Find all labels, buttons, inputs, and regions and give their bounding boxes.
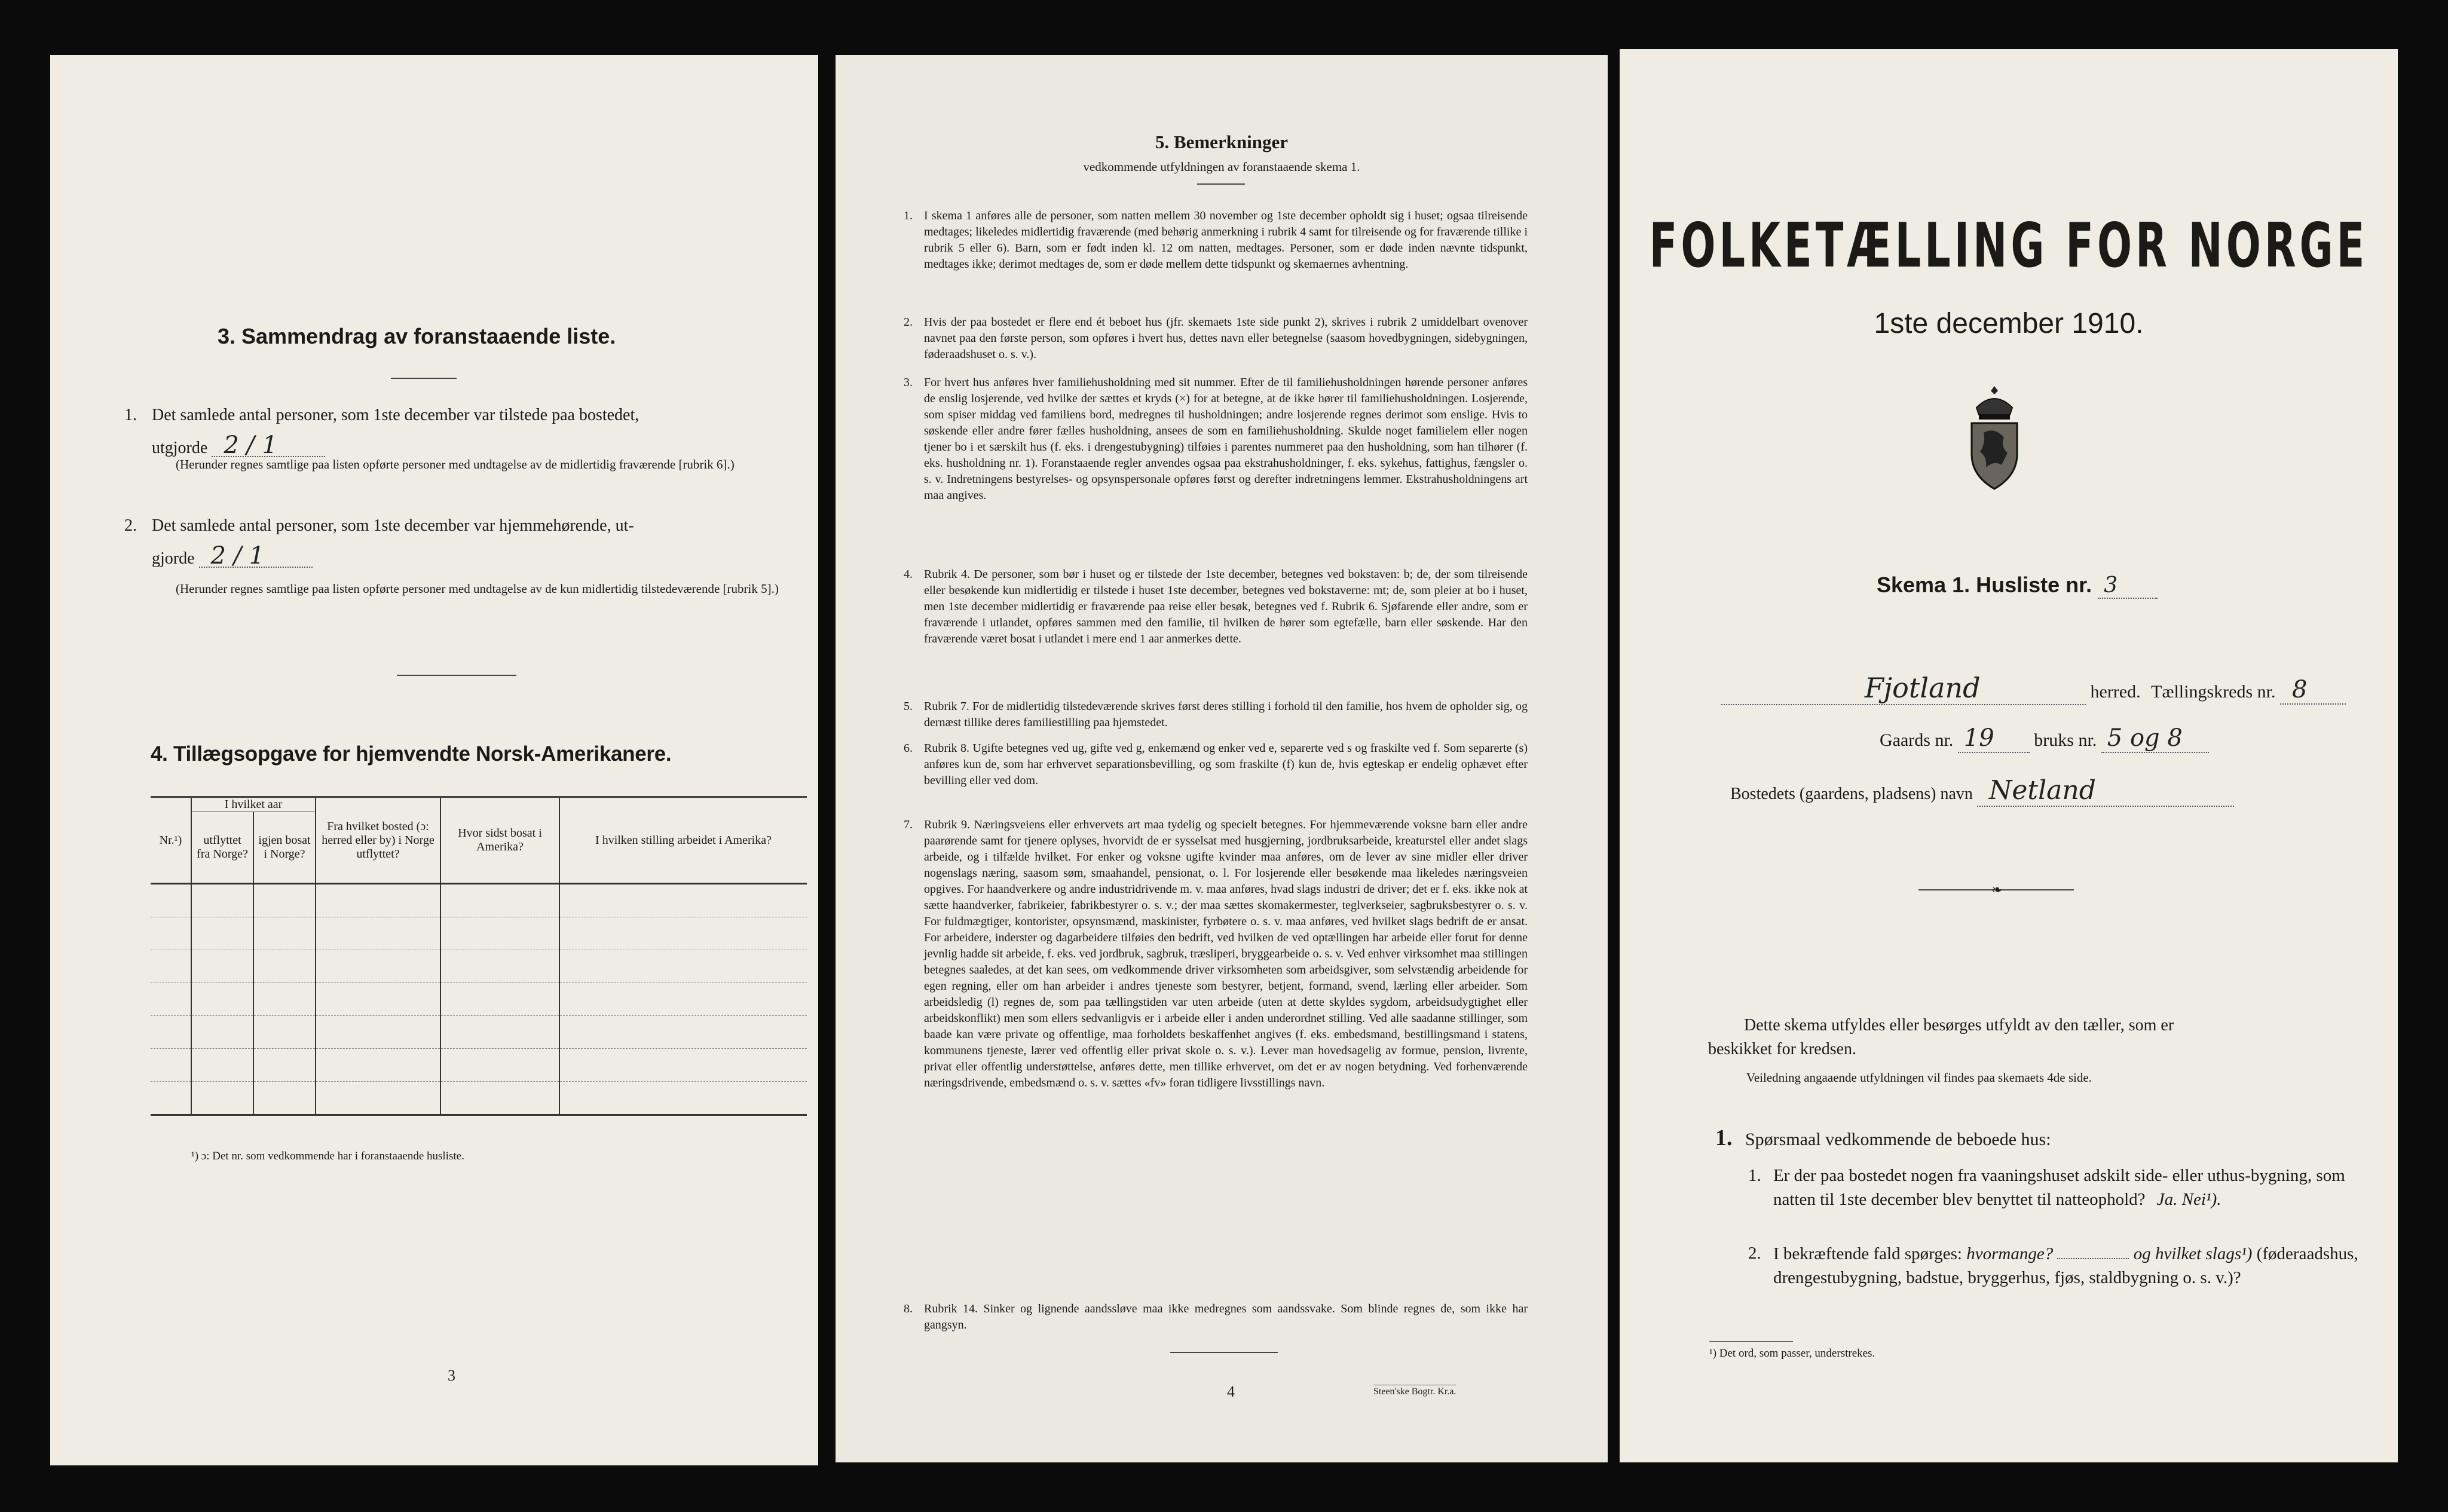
bruks-value[interactable]: 5 og 8 xyxy=(2101,724,2209,753)
col-group-year: I hvilket aar xyxy=(191,798,316,812)
divider xyxy=(397,675,516,676)
question-1-2-text: I bekræftende fald spørges: xyxy=(1773,1244,1962,1263)
table-row[interactable] xyxy=(151,1049,807,1082)
question-1-title: Spørsmaal vedkommende de beboede hus: xyxy=(1745,1130,2051,1149)
item-2-value[interactable]: 2 / 1 xyxy=(199,545,313,568)
schema-header xyxy=(1877,573,2158,599)
remarks-title: 5. Bemerkninger xyxy=(1155,131,1289,152)
herred-label: herred. xyxy=(2090,682,2141,702)
question-1-1-text: Er der paa bostedet nogen fra vaaningshuset adskilt side- eller uthus-bygning, som natten til 1ste december blev benyttet til natteophold? xyxy=(1773,1166,2345,1209)
page-4 xyxy=(836,55,1608,1462)
table-row[interactable] xyxy=(151,917,807,950)
gaards-label: Gaards nr. xyxy=(1880,730,1954,750)
question-number: 2. xyxy=(1748,1244,1761,1263)
question-1-2 xyxy=(1748,1241,2382,1290)
summary-item-1 xyxy=(124,405,785,459)
question-1-2-slags: og hvilket slags¹) xyxy=(2133,1244,2253,1263)
remark-8: 8. Rubrik 14. Sinker og lignende aandssløve maa ikke medregnes som aandssvake. Som blinde regnes de, som ikke har gangsyn. xyxy=(904,1302,1528,1332)
item-2-text: Det samlede antal personer, som 1ste december var hjemmehørende, ut- xyxy=(152,516,634,535)
item-1-label: utgjorde xyxy=(152,439,208,457)
page-1 xyxy=(1620,49,2398,1462)
item-2-label: gjorde xyxy=(152,549,195,568)
item-1-text: Det samlede antal personer, som 1ste december var tilstede paa bostedet, xyxy=(152,406,639,424)
intro-line-1: Dette skema utfyldes eller besørges utfyldt av den tæller, som er xyxy=(1744,1016,2174,1034)
intro-line-2: beskikket for kredsen. xyxy=(1708,1040,1857,1058)
bosted-label: Bostedets (gaardens, pladsens) navn xyxy=(1730,785,1973,803)
table-footnote: ¹) ɔ: Det nr. som vedkommende har i foranstaaende husliste. xyxy=(191,1150,464,1162)
census-date: 1ste december 1910. xyxy=(1874,308,2144,339)
remark-3: 3. For hvert hus anføres hver familiehusholdning med sit nummer. Efter de til familiehusholdningen hørende personer anføres de enslig losjerende, ved hvilke der sættes et kryds (×) for at betegne, at de ikke hører til familiehusholdningen. Losjerende, som spiser middag ved familiens bord, medregnes til husholdningen; andre losjerende regnes derimot som enslige. Hvis to søskende eller andre fører fælles husholdning, ansees de som en familiehusholdning. Skulde noget familielem eller nogen tjener bo i et særskilt hus (f. eks. i drengestubygning) tilføies i parentes nummeret paa den husholdning, som han tilhører (f. eks. husholdning nr. 1). Foranstaaende regler anvendes ogsaa paa ekstrahusholdninger, f. eks. sykehus, fattighus, fængsler o. s. v. Indretningens bestyrelses- og opsynspersonale opføres først og derefter indretningens lemmer. Ekstrahusholdningens art maa angives. xyxy=(904,376,1528,502)
table-row[interactable] xyxy=(151,950,807,983)
kreds-value[interactable]: 8 xyxy=(2280,676,2346,705)
ornament-icon: ❧ xyxy=(1991,882,2003,897)
herred-line xyxy=(1721,672,2379,705)
divider xyxy=(1197,183,1245,185)
gaards-value[interactable]: 19 xyxy=(1958,724,2030,753)
page-number: 3 xyxy=(448,1367,455,1384)
bosted-value[interactable]: Netland xyxy=(1977,775,2234,807)
item-number: 2. xyxy=(124,516,137,535)
item-number: 1. xyxy=(124,406,137,424)
question-1-2-count-field[interactable] xyxy=(2057,1241,2129,1259)
col-sidst: Hvor sidst bosat i Amerika? xyxy=(440,798,559,884)
section-4-title: 4. Tillægsopgave for hjemvendte Norsk-Amerikanere. xyxy=(151,742,672,766)
schema-label: Skema 1. Husliste nr. xyxy=(1877,573,2092,597)
remark-4: 4. Rubrik 4. De personer, som bør i huset og er tilstede der 1ste december, betegnes ved bokstaven: b; de, der som tilreisende eller besøkende kun midlertidig er tilstede i huset 1ste december, betegnes ved bokstaverne: mt; de, som pleier at bo i huset, men 1ste december midlertidig er fraværende paa reise eller besøk, betegnes ved f. Rubrik 6. Sjøfarende eller andre, som er fraværende i utlandet, opføres sammen med den familie, til hvilken de hører som egtefælle, barn eller søskende. Har den fraværende været bosat i utlandet i mere end 1 aar anmerkes dette. xyxy=(904,568,1528,645)
table-row[interactable] xyxy=(151,884,807,917)
divider xyxy=(1170,1352,1278,1353)
norsk-amerikanere-table xyxy=(151,798,807,1116)
summary-item-2 xyxy=(124,515,785,570)
table-row[interactable] xyxy=(151,1016,807,1049)
husliste-nr-value[interactable]: 3 xyxy=(2098,573,2158,599)
table-row[interactable] xyxy=(151,1082,807,1115)
divider xyxy=(1709,1341,1793,1342)
bosted-line xyxy=(1730,775,2234,807)
remark-6: 6. Rubrik 8. Ugifte betegnes ved ug, gifte ved g, enkemænd og enker ved e, separerte ved s og fraskilte ved f. Som separerte (s) anføres kun de, som har erhvervet separationsbevilling, og som fraskilte (f) kun de, hvis egteskap er endelig ophævet efter bevilling eller ved dom. xyxy=(904,742,1528,787)
remark-1: 1. I skema 1 anføres alle de personer, som natten mellem 30 november og 1ste december opholdt sig i huset; ogsaa tilreisende medtages; likeledes midlertidig fraværende (med behørig anmerkning i rubrik 4 samt for tilreisende og for fraværende tillike i rubrik 5 eller 6). Barn, som er født inden kl. 12 om natten, medtages. Personer, som er døde inden nævnte tidspunkt, medtages ikke; derimot medtages de, som er døde mellem dette tidspunkt og skemaernes avhentning. xyxy=(904,209,1528,271)
kreds-label: Tællingskreds nr. xyxy=(2151,682,2276,702)
remark-2: 2. Hvis der paa bostedet er flere end ét beboet hus (jfr. skemaets 1ste side punkt 2), skrives i rubrik 2 umiddelbart ovenover navnet paa den første person, som opføres i hvert hus, dettes navn eller betegnelse (saasom hovedbygningen, sidebygningen, føderaadshuset o. s. v.). xyxy=(904,316,1528,361)
question-1-1-answer[interactable]: Ja. Nei¹). xyxy=(2156,1190,2221,1209)
divider xyxy=(391,378,457,379)
norway-coat-of-arms-icon xyxy=(1963,384,2026,491)
footnote: ¹) Det ord, som passer, understrekes. xyxy=(1709,1347,1875,1360)
bruks-label: bruks nr. xyxy=(2034,730,2097,750)
remarks-subtitle: vedkommende utfyldningen av foranstaaende skema 1. xyxy=(1083,160,1360,174)
question-1-heading xyxy=(1715,1125,2051,1151)
item-1-value[interactable]: 2 / 1 xyxy=(212,434,325,457)
census-title: FOLKETÆLLING FOR NORGE xyxy=(1649,209,2369,281)
remark-5: 5. Rubrik 7. For de midlertidig tilstedeværende skrives først deres stilling i forhold til den familie, hos hvem de opholder sig, og dernæst tillike deres familiestilling paa hjemstedet. xyxy=(904,700,1528,729)
remark-7: 7. Rubrik 9. Næringsveiens eller erhvervets art maa tydelig og specielt betegnes. For hjemmeværende voksne barn eller andre paarørende samt for tjenere oplyses, hvorvidt de er sysselsat med husgjerning, jordbruksarbeide, kreaturstel eller andet slags arbeide, og i tilfælde hvilket. For enker og voksne ugifte kvinder maa anføres, om de lever av sine midler eller driver nogenslags næring, saasom søm, smaahandel, pensionat, o. l. For losjerende eller besøkende maa likeledes næringsveien opgives. For haandverkere og andre industridrivende m. v. maa anføres, hvad slags industri de driver; det er f. eks. ikke nok at sætte haandverker, fabrikeier, fabrikbestyrer o. s. v.; der maa sættes skomakermester, teglverkseier, sagbruksbestyrer o. s. v. For fuldmægtiger, kontorister, opsynsmænd, maskinister, fyrbøtere o. s. v. maa anføres, ved hvilket slags bedrift de er ansat. For arbeidere, inderster og dagarbeidere tilføies den bedrift, ved hvilken de ved optællingen har arbeide eller forut for denne jevnlig hadde sit arbeide, f. eks. ved jordbruk, sagbruk, træsliperi, bryggearbeide o. s. v. Ved enhver virksomhet maa stillingen betegnes saaledes, at det kan sees, om vedkommende driver virksomheten som arbeidsgiver, som selvstændig arbeidende for egen regning, eller om han arbeider i andres tjeneste som bestyrer, betjent, formand, svend, lærling eller arbeider. Som arbeidsledig (l) regnes de, som paa tællingstiden var uten arbeide (uten at dette skyldes sygdom, arbeidsudygtighet eller arbeidskonflikt) men som ellers sedvanligvis er i arbeide eller i anden underordnet stilling. Ved alle saadanne stillinger, som baade kan være private og offentlige, maa forholdets beskaffenhet angives (f. eks. embedsmand, bestillingsmand i statens, kommunens tjeneste, lærer ved offentlig eller privat skole o. s. v.). Lever man hovedsagelig av formue, pension, livrente, privat eller offentlig understøttelse, anføres dette, men tillike erhvervet, om det er av nogen betydning. Ved forhenværende næringsdrivende, embedsmænd o. s. v. sættes «fv» foran tidligere livsstillings navn. xyxy=(904,818,1528,1089)
printer-mark: Steen'ske Bogtr. Kr.a. xyxy=(1373,1385,1456,1397)
item-1-note: (Herunder regnes samtlige paa listen opførte personer med undtagelse av de midlertidig fraværende [rubrik 6].) xyxy=(176,457,735,472)
col-nr: Nr.¹) xyxy=(151,798,191,884)
item-2-note: (Herunder regnes samtlige paa listen opførte personer med undtagelse av de kun midlertidig tilstedeværende [rubrik 5].) xyxy=(176,581,779,596)
question-1-2-hvormange: hvormange? xyxy=(1966,1244,2054,1263)
question-1-2-examples: (føderaadshus, drengestubygning, badstue, bryggerhus, fjøs, staldbygning o. s. v.)? xyxy=(1773,1244,2358,1287)
col-stilling: I hvilken stilling arbeidet i Amerika? xyxy=(559,798,807,884)
page-3 xyxy=(50,55,818,1465)
question-number: 1. xyxy=(1715,1125,1733,1150)
page-number: 4 xyxy=(1227,1383,1235,1400)
herred-value[interactable]: Fjotland xyxy=(1721,672,2086,705)
question-number: 1. xyxy=(1748,1166,1761,1185)
col-utflyttet: utflyttet fra Norge? xyxy=(191,812,253,884)
col-fra: Fra hvilket bosted (ɔ: herred eller by) i Norge utflyttet? xyxy=(316,798,440,884)
col-igjen: igjen bosat i Norge? xyxy=(253,812,316,884)
question-1-1 xyxy=(1748,1164,2382,1211)
section-3-title: 3. Sammendrag av foranstaaende liste. xyxy=(218,324,616,348)
guidance-text: Veiledning angaaende utfyldningen vil findes paa skemaets 4de side. xyxy=(1746,1070,2092,1085)
table-row[interactable] xyxy=(151,983,807,1016)
gaards-line xyxy=(1880,724,2209,753)
